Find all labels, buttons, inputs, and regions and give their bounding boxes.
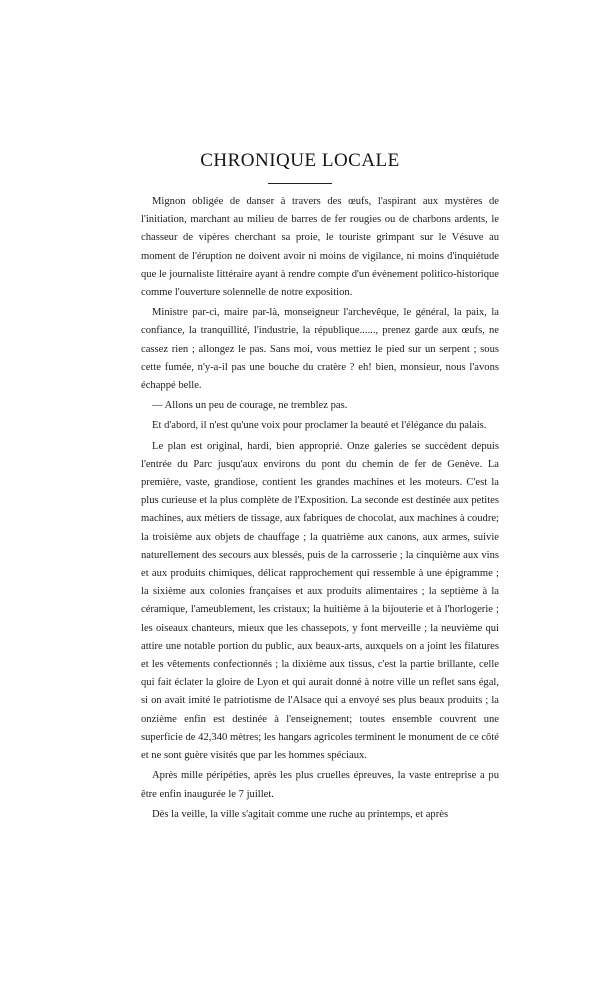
paragraph: Et d'abord, il n'est qu'une voix pour proclamer la beauté et l'élégance du palais. [152,420,487,432]
article-body [141,193,499,826]
paragraph: — Allons un peu de courage, ne tremblez pas. [152,400,348,412]
paragraph: Mignon obligée de danser à travers des œufs, l'aspirant aux mystères de l'initiation, marchant au milieu de barres de fer rougies ou de charbons ardents, le chasseur de vipères cherchant sa proie, le touriste grimpant sur le Vésuve au moment de l'éruption ne doivent avoir ni moins de vigilance, ni moins d'inquiétude que le journaliste littéraire ayant à rendre compte d'un évènement politico-historique comme l'ouverture solennelle de notre exposition. [141,196,499,299]
paragraph: Dès la veille, la ville s'agitait comme une ruche au printemps, et après [152,808,449,820]
page-title: CHRONIQUE LOCALE [200,150,400,171]
paragraph: Ministre par-ci, maire par-là, monseigneur l'archevêque, le général, la paix, la confiance, la tranquillité, l'industrie, la république......, prenez garde aux œufs, ne cassez rien ; allongez le pas. Sans moi, vous mettiez le pied sur un serpent ; sous cette fumée, n'y-a-il pas une bouche du cratère ? eh! bien, monsieur, nous l'avons échappé belle. [141,307,499,392]
paragraph: Le plan est original, hardi, bien approprié. Onze galeries se succèdent depuis l'entrée du Parc jusqu'aux environs du pont du chemin de fer de Genève. La première, vaste, grandiose, contient les grandes machines et les moteurs. C'est la plus curieuse et la plus complète de l'Exposition. La seconde est destinée aux petites machines, aux métiers de tissage, aux fabriques de chocolat, aux machines à coudre; la troisième aux objets de chauffage ; la quatrième aux canons, aux armes, suivie naturellement des secours aux blessés, puis de la carrosserie ; la cinquième aux vins et aux produits chimiques, délicat rapprochement qui ressemble à une épigramme ; la sixième aux colonies françaises et aux produits alimentaires ; la septième à la céramique, l'ameublement, les cristaux; la huitième à la bijouterie et à l'horlogerie ; les oiseaux chanteurs, mieux que les chassepots, y font merveille ; la neuvième qui attire une notable portion du public, aux beaux-arts, auxquels on a joint les filatures et les vêtements confectionnés ; la dixième aux tissus, c'est la partie brillante, celle qui fait éclater la gloire de Lyon et qui aurait donné à notre ville un reflet sans égal, si on avait imité le patriotisme de l'Alsace qui a envoyé ses plus beaux produits ; la onzième enfin est destinée à l'enseignement; toutes ensemble couvrent une superficie de 42,340 mètres; les hangars agricoles terminent le monument de ce côté et ne sont guère visités que par les hommes spéciaux. [141,440,499,762]
title-rule [268,183,332,184]
paragraph: Après mille péripéties, après les plus cruelles épreuves, la vaste entreprise a pu être enfin inaugurée le 7 juillet. [141,770,499,800]
